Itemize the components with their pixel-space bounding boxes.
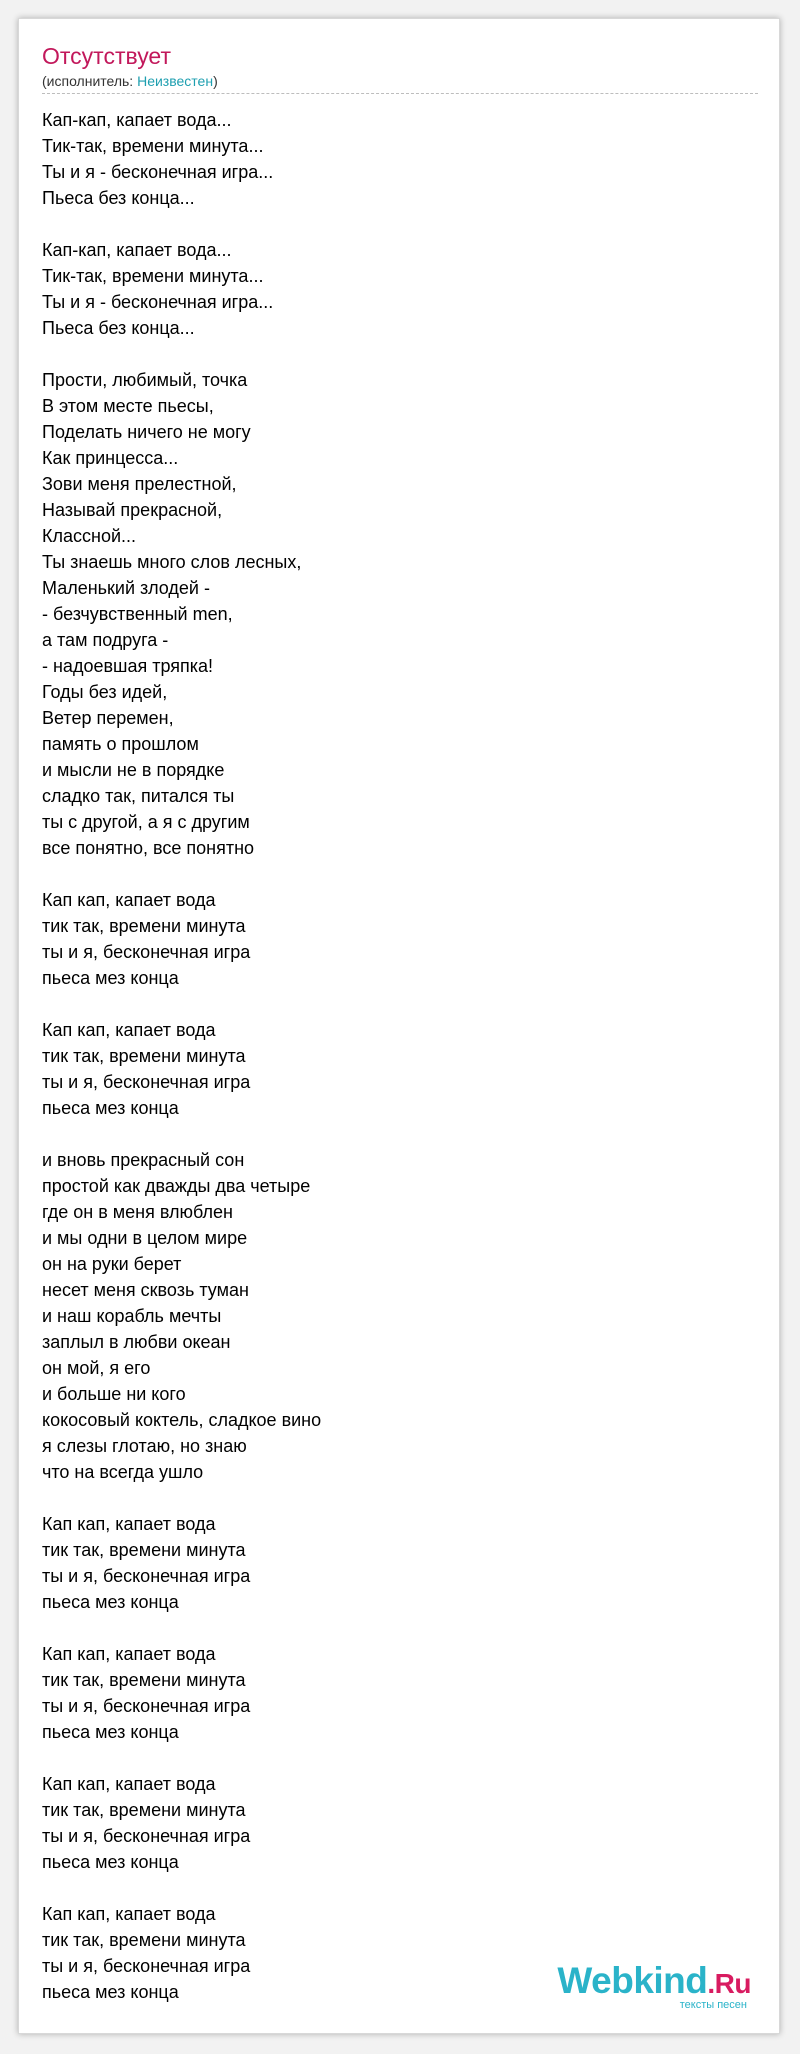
lyrics-line: ты и я, бесконечная игра	[42, 1072, 251, 1092]
lyrics-line: ты и я, бесконечная игра	[42, 942, 251, 962]
lyrics-stanza	[42, 107, 742, 211]
artist-line	[42, 72, 218, 90]
lyrics-stanza	[42, 1017, 742, 1121]
lyrics-line: Пьеса без конца...	[42, 188, 195, 208]
lyrics-line: - надоевшая тряпка!	[42, 656, 214, 676]
lyrics-line: он мой, я его	[42, 1358, 151, 1378]
lyrics-line: Поделать ничего не могу	[42, 422, 251, 442]
logo-tld: .Ru	[707, 1968, 751, 1999]
lyrics-line: ты и я, бесконечная игра	[42, 1826, 251, 1846]
lyrics-line: и мы одни в целом мире	[42, 1228, 248, 1248]
site-logo[interactable]	[557, 1962, 751, 2011]
header-divider	[42, 93, 758, 94]
lyrics-line: тик так, времени минута	[42, 1046, 246, 1066]
logo-wordmark	[557, 1962, 751, 2003]
logo-tagline: тексты песен	[679, 1999, 747, 2011]
lyrics-line: Кап-кап, капает вода...	[42, 240, 232, 260]
lyrics-line: сладко так, питался ты	[42, 786, 235, 806]
lyrics-line: тик так, времени минута	[42, 1540, 246, 1560]
lyrics-line: Кап кап, капает вода	[42, 890, 216, 910]
lyrics-line: В этом месте пьесы,	[42, 396, 214, 416]
lyrics-line: пьеса мез конца	[42, 1098, 179, 1118]
lyrics-line: тик так, времени минута	[42, 916, 246, 936]
lyrics-line: кокосовый коктель, сладкое вино	[42, 1410, 322, 1430]
lyrics-line: я слезы глотаю, но знаю	[42, 1436, 247, 1456]
lyrics-stanza	[42, 887, 742, 991]
logo-main-text: Webkind	[557, 1960, 708, 2001]
artist-prefix: (исполнитель:	[42, 73, 138, 89]
lyrics-line: все понятно, все понятно	[42, 838, 255, 858]
lyrics-stanza	[42, 1771, 742, 1875]
lyrics-line: Ты и я - бесконечная игра...	[42, 292, 274, 312]
lyrics-line: - безчувственный men,	[42, 604, 233, 624]
lyrics-line: Кап кап, капает вода	[42, 1644, 216, 1664]
lyrics-line: Кап кап, капает вода	[42, 1774, 216, 1794]
lyrics-line: ты и я, бесконечная игра	[42, 1566, 251, 1586]
lyrics-line: Кап-кап, капает вода...	[42, 110, 232, 130]
lyrics-line: и больше ни кого	[42, 1384, 186, 1404]
lyrics-line: Тик-так, времени минута...	[42, 136, 264, 156]
lyrics-line: Называй прекрасной,	[42, 500, 223, 520]
lyrics-line: память о прошлом	[42, 734, 199, 754]
lyrics-text	[42, 107, 742, 2031]
lyrics-line: тик так, времени минута	[42, 1800, 246, 1820]
lyrics-line: тик так, времени минута	[42, 1930, 246, 1950]
lyrics-line: пьеса мез конца	[42, 1722, 179, 1742]
lyrics-stanza	[42, 367, 742, 861]
lyrics-line: ты и я, бесконечная игра	[42, 1696, 251, 1716]
lyrics-line: Ветер перемен,	[42, 708, 174, 728]
lyrics-line: он на руки берет	[42, 1254, 182, 1274]
lyrics-line: пьеса мез конца	[42, 968, 179, 988]
lyrics-line: тик так, времени минута	[42, 1670, 246, 1690]
song-title: Отсутствует	[42, 43, 171, 69]
lyrics-line: Пьеса без конца...	[42, 318, 195, 338]
lyrics-line: несет меня сквозь туман	[42, 1280, 249, 1300]
lyrics-line: пьеса мез конца	[42, 1852, 179, 1872]
lyrics-line: пьеса мез конца	[42, 1982, 179, 2002]
lyrics-line: Классной...	[42, 526, 137, 546]
lyrics-line: ты с другой, а я с другим	[42, 812, 250, 832]
lyrics-line: что на всегда ушло	[42, 1462, 204, 1482]
lyrics-line: Ты знаешь много слов лесных,	[42, 552, 302, 572]
lyrics-stanza	[42, 1511, 742, 1615]
lyrics-line: где он в меня влюблен	[42, 1202, 233, 1222]
lyrics-stanza	[42, 237, 742, 341]
lyrics-line: Годы без идей,	[42, 682, 168, 702]
lyrics-card	[18, 18, 780, 2034]
lyrics-line: Как принцесса...	[42, 448, 179, 468]
lyrics-line: Маленький злодей -	[42, 578, 210, 598]
lyrics-line: Тик-так, времени минута...	[42, 266, 264, 286]
lyrics-line: заплыл в любви океан	[42, 1332, 231, 1352]
lyrics-line: Зови меня прелестной,	[42, 474, 237, 494]
lyrics-line: пьеса мез конца	[42, 1592, 179, 1612]
artist-suffix: )	[213, 73, 218, 89]
lyrics-line: и вновь прекрасный сон	[42, 1150, 245, 1170]
lyrics-line: ты и я, бесконечная игра	[42, 1956, 251, 1976]
artist-link[interactable]: Неизвестен	[137, 73, 214, 89]
lyrics-line: Кап кап, капает вода	[42, 1514, 216, 1534]
lyrics-line: Ты и я - бесконечная игра...	[42, 162, 274, 182]
lyrics-stanza	[42, 1147, 742, 1485]
lyrics-line: и наш корабль мечты	[42, 1306, 222, 1326]
lyrics-line: а там подруга -	[42, 630, 169, 650]
lyrics-stanza	[42, 1641, 742, 1745]
lyrics-line: Кап кап, капает вода	[42, 1904, 216, 1924]
lyrics-line: Кап кап, капает вода	[42, 1020, 216, 1040]
lyrics-line: Прости, любимый, точка	[42, 370, 248, 390]
lyrics-line: и мысли не в порядке	[42, 760, 225, 780]
lyrics-line: простой как дважды два четыре	[42, 1176, 311, 1196]
